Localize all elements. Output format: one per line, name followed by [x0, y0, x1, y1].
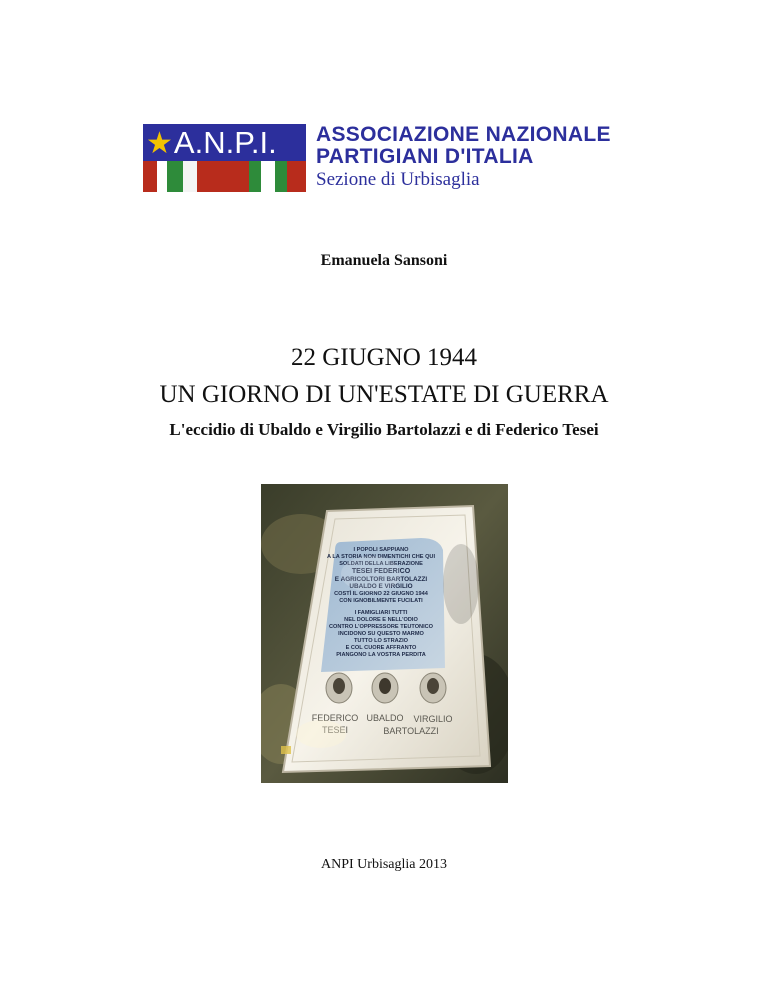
plaque-line: I FAMIGLIARI TUTTI [354, 610, 408, 616]
logo-organization-name [316, 124, 611, 192]
plaque-line: A LA STORIA NON DIMENTICHI CHE QUI [326, 554, 436, 560]
memorial-plaque-photo [261, 484, 508, 783]
footer-publisher: ANPI Urbisaglia 2013 [321, 857, 447, 872]
logo-org-line-1: ASSOCIAZIONE NAZIONALE [316, 123, 611, 146]
flag-stripe-white [183, 161, 197, 192]
plaque-line: NEL DOLORE E NELL'ODIO [344, 617, 418, 623]
plaque-name-ubaldo: UBALDO [366, 713, 404, 723]
plaque-line: E AGRICOLTORI BARTOLAZZI [334, 576, 428, 583]
plaque-name-virgilio: VIRGILIO [413, 714, 453, 724]
flag-stripe-green [249, 161, 261, 192]
title-main: UN GIORNO DI UN'ESTATE DI GUERRA [159, 381, 609, 408]
plaque-line: I POPOLI SAPPIANO [353, 547, 409, 553]
plaque-line: PIANGONO LA VOSTRA PERDITA [336, 652, 426, 658]
author-name: Emanuela Sansoni [320, 252, 448, 269]
flag-stripe-white [261, 161, 275, 192]
anpi-logo [143, 124, 639, 192]
plaque-line: COSTÌ IL GIORNO 22 GIUGNO 1944 [334, 591, 428, 597]
plaque-line: CONTRO L'OPPRESSORE TEUTONICO [328, 624, 434, 630]
plaque-name-bartolazzi: BARTOLAZZI [383, 726, 439, 736]
plaque-line: CON IGNOBILMENTE FUCILATI [339, 598, 423, 604]
flag-stripe-white [157, 161, 167, 192]
logo-org-line-2: PARTIGIANI D'ITALIA [316, 145, 534, 168]
subtitle: L'eccidio di Ubaldo e Virgilio Bartolazzi e di Federico Tesei [169, 420, 599, 439]
flag-stripe-red [143, 161, 157, 192]
star-icon: ★ [146, 127, 173, 160]
flag-stripe-red [287, 161, 306, 192]
logo-org-section: Sezione di Urbisaglia [316, 169, 480, 190]
plaque-line: TUTTO LO STRAZIO [354, 638, 408, 644]
plaque-name-tesei: TESEI [321, 725, 349, 735]
anpi-logo-mark [143, 124, 306, 192]
portrait-photos [326, 673, 446, 703]
logo-acronym: A.N.P.I. [173, 125, 277, 160]
plaque-line: UBALDO E VIRGILIO [349, 583, 413, 590]
plaque-name-federico: FEDERICO [311, 713, 359, 723]
plaque-line: E COL CUORE AFFRANTO [345, 645, 417, 651]
plaque-line: INCIDONO SU QUESTO MARMO [338, 631, 424, 637]
plaque-line: SOLDATI DELLA LIBERAZIONE [339, 561, 423, 567]
flag-stripe-red [197, 161, 249, 192]
title-date: 22 GIUGNO 1944 [290, 344, 478, 371]
flag-stripe-green [167, 161, 183, 192]
flag-stripe-green [275, 161, 287, 192]
plaque-line: TESEI FEDERICO [351, 568, 411, 575]
